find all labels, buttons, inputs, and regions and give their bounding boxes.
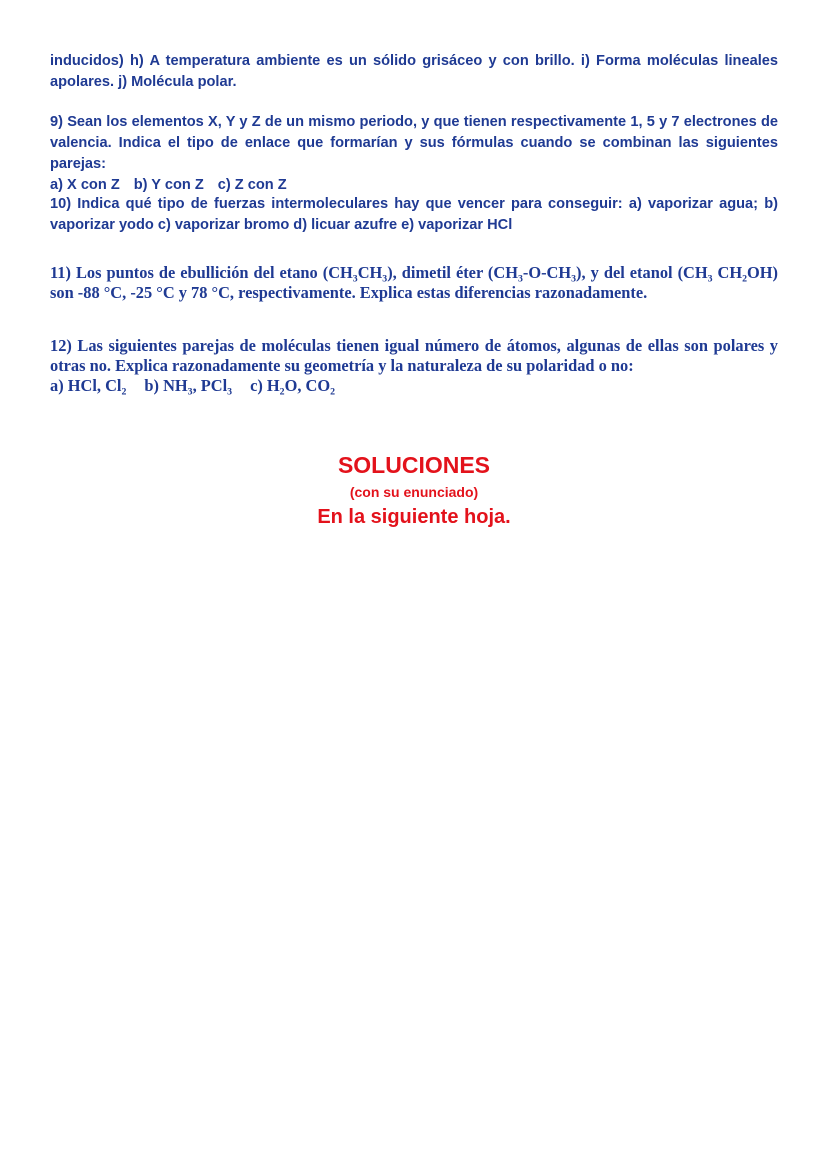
question-12 xyxy=(50,336,778,396)
question-9-options xyxy=(50,175,778,196)
solutions-note: En la siguiente hoja. xyxy=(317,506,511,528)
question-12-option-b: b) NH₃, PCl₃ xyxy=(144,376,233,395)
question-11: 11) Los puntos de ebullición del etano (CH₃CH₃), dimetil éter (CH₃-O-CH₃), y del etanol (CH₃ CH₂OH) son -88 °C, -25 °C y 78 °C, respectivamente. Explica estas diferencias razonadamente. xyxy=(50,263,778,302)
question-8-continuation: inducidos) h) A temperatura ambiente es un sólido grisáceo y con brillo. i) Forma moléculas lineales apolares. j) Molécula polar. xyxy=(50,53,778,90)
question-9-option-a: a) X con Z xyxy=(50,177,120,193)
question-9-option-c: c) Z con Z xyxy=(217,177,287,193)
solutions-banner xyxy=(50,451,778,529)
question-12-option-a: a) HCl, Cl₂ xyxy=(50,376,127,395)
question-12-text: 12) Las siguientes parejas de moléculas tienen igual número de átomos, algunas de ellas son polares y otras no. Explica razonadamente su geometría y la naturaleza de su polaridad o no: xyxy=(50,336,778,375)
question-10: 10) Indica qué tipo de fuerzas intermoleculares hay que vencer para conseguir: a) vaporizar agua; b) vaporizar yodo c) vaporizar bromo d) licuar azufre e) vaporizar HCl xyxy=(50,196,778,233)
question-9-option-b: b) Y con Z xyxy=(133,177,204,193)
solutions-subtitle: (con su enunciado) xyxy=(349,484,479,500)
solutions-title: SOLUCIONES xyxy=(337,452,491,478)
question-12-options xyxy=(50,376,778,396)
question-9-text: 9) Sean los elementos X, Y y Z de un mismo periodo, y que tienen respectivamente 1, 5 y 7 electrones de valencia. Indica el tipo de enlace que formarían y sus fórmulas cuando se combinan las siguientes parejas: xyxy=(50,114,778,172)
question-12-option-c: c) H₂O, CO₂ xyxy=(250,376,336,395)
question-9 xyxy=(50,112,778,196)
